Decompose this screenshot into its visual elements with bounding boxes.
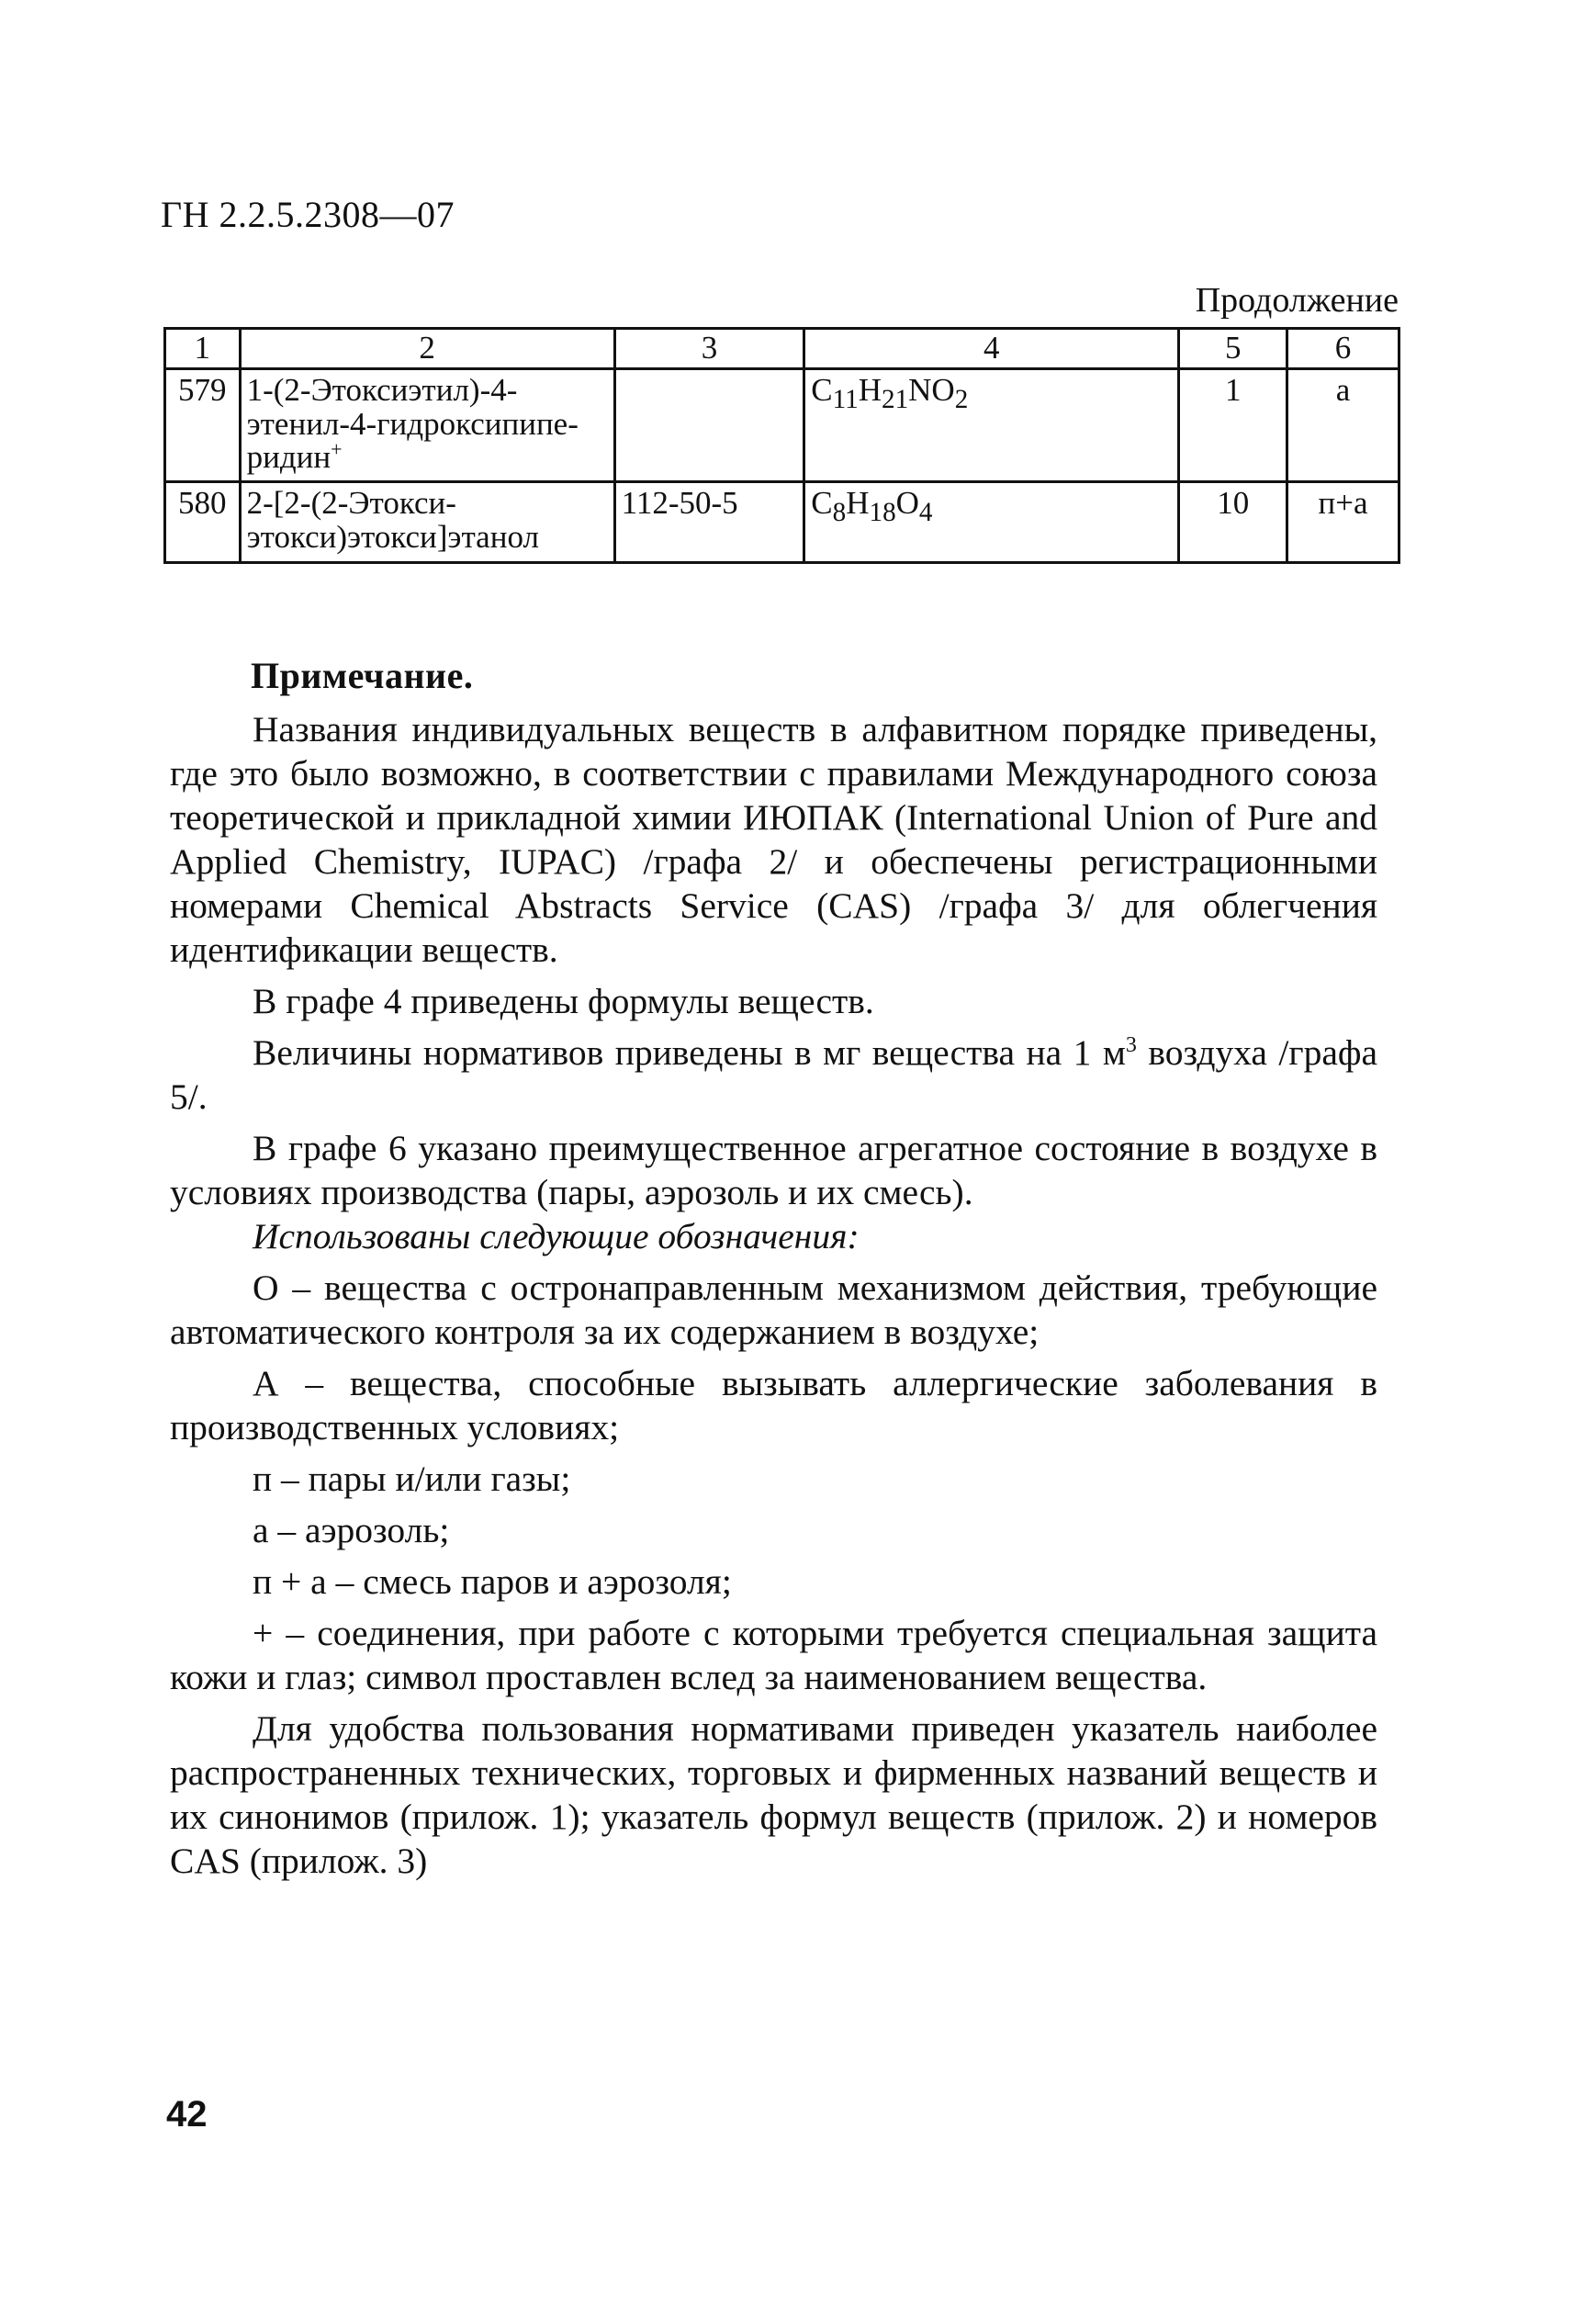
table-header-row (165, 329, 1399, 369)
note-paragraph: В графе 4 приведены формулы веществ. (253, 981, 874, 1021)
document-code: ГН 2.2.5.2308—07 (161, 194, 455, 235)
norm-value: 1 (1179, 368, 1287, 481)
note-paragraph (170, 1031, 1377, 1119)
substance-name-line: 1-(2-Этоксиэтил)-4- (246, 371, 518, 408)
note-paragraph: Для удобства пользования нормативами приведен указатель наиболее распространенных технических, торговых и фирменных названий веществ и их синонимов (прилож. 1); указатель формул веществ (прилож. 2) и номеров CAS (прилож. 3) (170, 1708, 1377, 1881)
column-header: 2 (240, 329, 614, 369)
note-paragraph: А – вещества, способные вызывать аллергические заболевания в производственных условиях; (170, 1363, 1377, 1448)
substance-name-line: 2-[2-(2-Этокси- (246, 485, 456, 521)
formula-subscript: 11 (832, 384, 859, 414)
aggregate-state: а (1287, 368, 1399, 481)
formula-element: H (858, 371, 882, 408)
cas-number: 112-50-5 (614, 482, 804, 563)
column-header: 1 (165, 329, 241, 369)
table-row (165, 482, 1399, 563)
formula-subscript: 21 (881, 384, 909, 414)
substance-name (240, 368, 614, 481)
substance-name-line: этенил-4-гидроксипипе- (246, 405, 579, 442)
formula-subscript: 2 (954, 384, 969, 414)
column-header: 6 (1287, 329, 1399, 369)
formula-subscript: 18 (869, 498, 896, 527)
note-paragraph: п + а – смесь паров и аэрозоля; (253, 1561, 732, 1602)
page-number: 42 (166, 2094, 208, 2135)
substance-name (240, 482, 614, 563)
row-number: 579 (165, 368, 241, 481)
formula-subscript: 4 (918, 498, 933, 527)
note-text: воздуха /графа 5/. (170, 1032, 1377, 1117)
note-body (170, 707, 1377, 1883)
formula-element: H (846, 485, 870, 521)
note-paragraph: + – соединения, при работе с которыми требуется специальная защита кожи и глаз; символ проставлен вслед за наименованием вещества. (170, 1613, 1377, 1697)
column-header: 5 (1179, 329, 1287, 369)
note-paragraph: В графе 6 указано преимущественное агрегатное состояние в воздухе в условиях производства (пары, аэрозоль и их смесь). (170, 1128, 1377, 1212)
note-paragraph: О – вещества с остронаправленным механизмом действия, требующие автоматического контроля за их содержанием в воздухе; (170, 1267, 1377, 1352)
note-text: Величины нормативов приведены в мг вещества на 1 м (253, 1032, 1126, 1073)
continuation-label: Продолжение (1195, 281, 1399, 320)
norm-value: 10 (1179, 482, 1287, 563)
superscript: 3 (1125, 1032, 1137, 1057)
row-number: 580 (165, 482, 241, 563)
note-paragraph: а – аэрозоль; (253, 1510, 450, 1550)
column-header: 4 (804, 329, 1179, 369)
formula-subscript: 8 (832, 498, 847, 527)
aggregate-state: п+а (1287, 482, 1399, 563)
skin-eye-protection-mark: + (331, 437, 343, 461)
column-header: 3 (614, 329, 804, 369)
substance-name-line: этокси)этокси]этанол (246, 518, 539, 555)
cas-number (614, 368, 804, 481)
formula-element: C (811, 371, 833, 408)
formula-element: NO (908, 371, 955, 408)
chemical-formula (804, 368, 1179, 481)
note-paragraph: Названия индивидуальных веществ в алфавитном порядке приведены, где это было возможно, в соответствии с правилами Международного союза теоретической и прикладной химии ИЮПАК (International Union of Pure and Applied Chemistry, IUPAC) /графа 2/ и обеспечены регистрационными номерами Chemical Abstracts Service (CAS) /графа 3/ для облегчения идентификации веществ. (170, 709, 1377, 970)
formula-element: C (811, 485, 833, 521)
chemical-formula (804, 482, 1179, 563)
note-paragraph: Использованы следующие обозначения: (253, 1216, 860, 1256)
substance-name-line: ридин (246, 439, 332, 476)
note-title: Примечание. (251, 655, 474, 696)
substances-table (163, 327, 1400, 564)
formula-element: O (895, 485, 919, 521)
note-paragraph: п – пары и/или газы; (253, 1459, 571, 1499)
table-row (165, 368, 1399, 481)
